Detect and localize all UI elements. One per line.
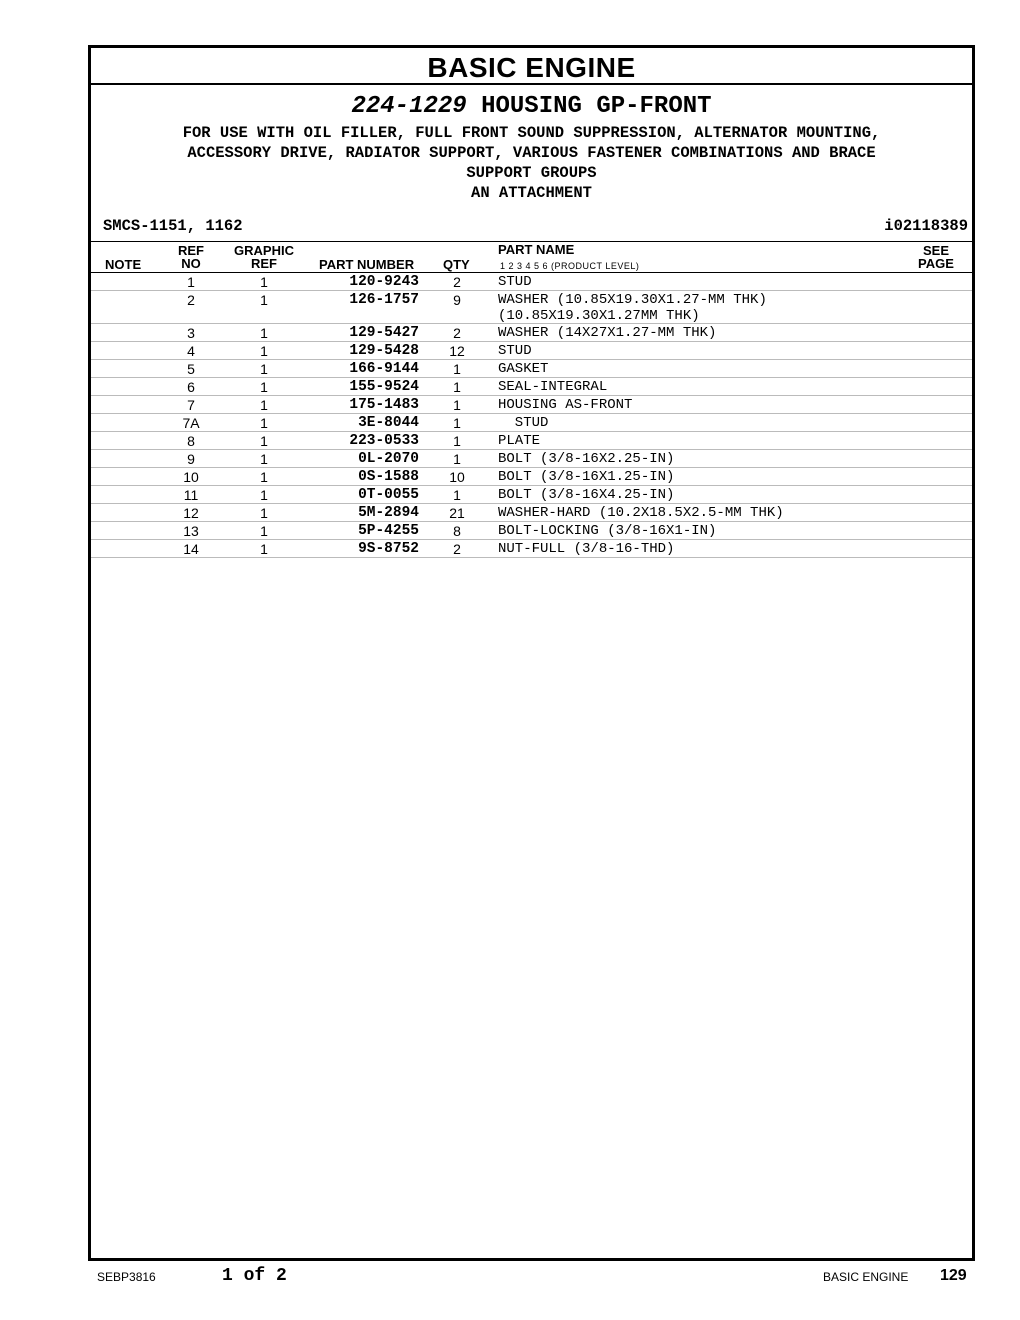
usage-line: FOR USE WITH OIL FILLER, FULL FRONT SOUND SUPPRESSION, ALTERNATOR MOUNTING,	[182, 124, 881, 142]
part-number-cell: 5M-2894	[358, 505, 419, 521]
qty-cell: 1	[453, 379, 461, 395]
part-number-cell: 126-1757	[349, 292, 419, 308]
table-row	[91, 360, 972, 378]
table-row	[91, 522, 972, 540]
part-name-cell: STUD	[498, 343, 532, 359]
parts-list	[91, 273, 972, 558]
footer-page-of: 1 of 2	[222, 1266, 287, 1286]
qty-cell: 1	[453, 397, 461, 413]
graphic-ref-cell: 1	[260, 451, 268, 467]
graphic-ref-cell: 1	[260, 487, 268, 503]
group-part-name: HOUSING GP-FRONT	[481, 93, 712, 120]
part-name-cell: BOLT (3/8-16X2.25-IN)	[498, 451, 675, 467]
table-row	[91, 324, 972, 342]
table-row	[91, 378, 972, 396]
part-name-cell: WASHER (10.85X19.30X1.27-MM THK) (10.85X19.30X1.27MM THK)	[498, 292, 767, 324]
table-row	[91, 468, 972, 486]
graphic-ref-cell: 1	[260, 397, 268, 413]
qty-cell: 1	[453, 433, 461, 449]
footer-doc-number: SEBP3816	[97, 1270, 156, 1284]
ref-no-cell: 4	[187, 343, 195, 359]
qty-cell: 1	[453, 487, 461, 503]
usage-note	[91, 123, 972, 203]
graphic-ref-cell: 1	[260, 415, 268, 431]
col-part-name: PART NAME	[498, 242, 575, 257]
table-row	[91, 342, 972, 360]
ref-no-cell: 2	[187, 292, 195, 308]
col-note: NOTE	[105, 257, 142, 272]
qty-cell: 8	[453, 523, 461, 539]
part-header	[91, 93, 972, 241]
part-number-cell: 3E-8044	[358, 415, 419, 431]
part-name-cell: BOLT-LOCKING (3/8-16X1-IN)	[498, 523, 717, 539]
table-row	[91, 540, 972, 558]
usage-line: SUPPORT GROUPS	[466, 164, 597, 182]
graphic-ref-cell: 1	[260, 433, 268, 449]
graphic-ref-cell: 1	[260, 469, 268, 485]
part-name-cell: WASHER (14X27X1.27-MM THK)	[498, 325, 717, 341]
table-row	[91, 396, 972, 414]
ref-no-cell: 9	[187, 451, 195, 467]
qty-cell: 10	[449, 469, 465, 485]
part-number-cell: 120-9243	[349, 274, 419, 290]
part-name-cell: HOUSING AS-FRONT	[498, 397, 633, 413]
qty-cell: 1	[453, 451, 461, 467]
ref-no-cell: 11	[183, 487, 199, 503]
part-name-cell: BOLT (3/8-16X4.25-IN)	[498, 487, 675, 503]
table-row	[91, 432, 972, 450]
graphic-ref-cell: 1	[260, 541, 268, 557]
ref-no-cell: 8	[187, 433, 195, 449]
table-row	[91, 504, 972, 522]
part-name-cell: STUD	[498, 274, 532, 290]
graphic-ref-cell: 1	[260, 505, 268, 521]
qty-cell: 12	[449, 343, 465, 359]
part-name-cell: STUD	[498, 415, 549, 431]
col-see-bottom: PAGE	[918, 256, 954, 271]
qty-cell: 1	[453, 361, 461, 377]
part-name-cell: GASKET	[498, 361, 549, 377]
table-row	[91, 450, 972, 468]
qty-cell: 1	[453, 415, 461, 431]
footer-section: BASIC ENGINE	[823, 1270, 909, 1284]
parts-page-frame	[88, 45, 975, 1261]
col-see-top: SEE	[922, 243, 949, 258]
part-number-cell: 129-5428	[349, 343, 419, 359]
graphic-ref-cell: 1	[260, 379, 268, 395]
part-number-cell: 0S-1588	[358, 469, 419, 485]
graphic-ref-cell: 1	[260, 523, 268, 539]
part-number-cell: 166-9144	[349, 361, 419, 377]
graphic-ref-cell: 1	[260, 292, 268, 308]
ref-no-cell: 1	[187, 274, 195, 290]
col-see-page	[914, 244, 958, 270]
col-graphic-top: GRAPHIC	[234, 243, 294, 258]
qty-cell: 2	[453, 274, 461, 290]
part-number-cell: 0T-0055	[358, 487, 419, 503]
qty-cell: 21	[449, 505, 465, 521]
part-number-cell: 129-5427	[349, 325, 419, 341]
graphic-ref-cell: 1	[260, 343, 268, 359]
col-qty: QTY	[443, 257, 470, 272]
column-header	[91, 241, 972, 273]
ref-no-cell: 7	[187, 397, 195, 413]
ref-no-cell: 6	[187, 379, 195, 395]
table-row	[91, 486, 972, 504]
ref-no-cell: 10	[183, 469, 199, 485]
ref-no-cell: 14	[183, 541, 199, 557]
part-number-cell: 155-9524	[349, 379, 419, 395]
part-title	[91, 93, 972, 121]
qty-cell: 2	[453, 325, 461, 341]
col-ref-top: REF	[178, 243, 204, 258]
graphic-ref-cell: 1	[260, 325, 268, 341]
col-ref-bottom: NO	[181, 256, 201, 271]
ref-no-cell: 3	[187, 325, 195, 341]
illustration-id: i02118389	[884, 217, 968, 235]
part-number-cell: 0L-2070	[358, 451, 419, 467]
ref-no-cell: 7A	[182, 415, 200, 431]
footer-page-number: 129	[940, 1267, 967, 1284]
part-name-cell: NUT-FULL (3/8-16-THD)	[498, 541, 675, 557]
col-ref-no	[171, 244, 211, 270]
part-number-cell: 175-1483	[349, 397, 419, 413]
usage-line: AN ATTACHMENT	[471, 184, 592, 202]
group-part-number: 224-1229	[351, 93, 467, 120]
qty-cell: 9	[453, 292, 461, 308]
graphic-ref-cell: 1	[260, 274, 268, 290]
part-name-cell: SEAL-INTEGRAL	[498, 379, 608, 395]
graphic-ref-cell: 1	[260, 361, 268, 377]
table-row	[91, 291, 972, 324]
qty-cell: 2	[453, 541, 461, 557]
ref-no-cell: 13	[183, 523, 199, 539]
col-graphic-bottom: REF	[251, 256, 277, 271]
page-footer	[0, 1266, 1020, 1290]
part-name-cell: BOLT (3/8-16X1.25-IN)	[498, 469, 675, 485]
ref-no-cell: 5	[187, 361, 195, 377]
part-number-cell: 5P-4255	[358, 523, 419, 539]
ref-no-cell: 12	[183, 505, 199, 521]
col-product-levels: 1 2 3 4 5 6 (PRODUCT LEVEL)	[500, 261, 640, 271]
smcs-code: SMCS-1151, 1162	[103, 217, 243, 235]
part-number-cell: 223-0533	[349, 433, 419, 449]
part-name-cell: PLATE	[498, 433, 541, 449]
part-number-cell: 9S-8752	[358, 541, 419, 557]
col-graphic-ref	[229, 244, 299, 270]
section-title: BASIC ENGINE	[91, 48, 972, 85]
table-row	[91, 273, 972, 291]
usage-line: ACCESSORY DRIVE, RADIATOR SUPPORT, VARIOUS FASTENER COMBINATIONS AND BRACE	[187, 144, 876, 162]
col-part-number: PART NUMBER	[319, 257, 415, 272]
part-name-cell: WASHER-HARD (10.2X18.5X2.5-MM THK)	[498, 505, 784, 521]
table-row	[91, 414, 972, 432]
